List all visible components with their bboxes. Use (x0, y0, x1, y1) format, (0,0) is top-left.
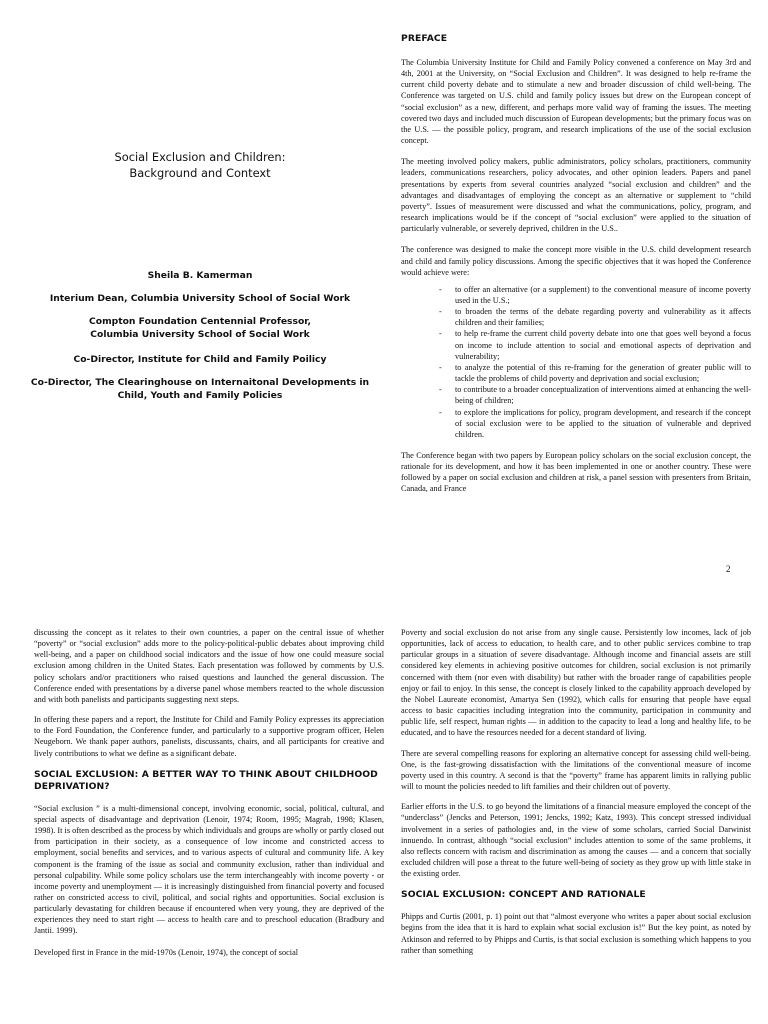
bullet-marker: - (439, 329, 442, 339)
preface-paragraph-4: The Conference began with two papers by European policy scholars on the social exclusion concept, the rationale for its development, and how it has been implemented in one or another country. These were followed by a paper on social exclusion and children at risk, a panel session with presenters from Britain, Canada, and France (401, 451, 751, 494)
continuation-page (401, 627, 751, 1024)
title-page (20, 150, 380, 402)
page-number: 2 (726, 564, 731, 574)
preface-paragraph-1: The Columbia University Institute for Child and Family Policy convened a conference on May 3rd and 4th, 2001 at the University, on “Social Exclusion and Children”. It was designed to help re-frame the current child poverty debate and to stimulate a new and broader discussion of child well-being. The Conference was targeted on U.S. child and family policy issues but drew on the European concept of “social exclusion” as a new, different, and perhaps more valid way of framing the issues. The meeting covered two days and included much discussion of European developments; but the primary focus was on the U.S. — the possible policy, program, and research implications of the use of the social exclusion concept. (401, 58, 751, 146)
affiliation-dean: Interium Dean, Columbia University School of Social Work (49, 293, 351, 304)
affiliation-clearinghouse (20, 376, 380, 402)
affiliation-professor-line-1: Compton Foundation Centennial Professor, (89, 316, 311, 327)
affiliation-professor-line-2: Columbia University School of Social Work (90, 329, 310, 340)
affiliation-clearinghouse-line-1: Co-Director, The Clearinghouse on Internaitonal Developments in (30, 377, 370, 388)
bullet-marker: - (439, 307, 442, 317)
bullet-marker: - (439, 362, 442, 372)
document-title (20, 150, 380, 181)
list-item-text: to contribute to a broader conceptualization of interventions aimed at enhancing the well-being of children; (455, 385, 751, 406)
preface-paragraph-3: The conference was designed to make the concept more visible in the U.S. child development research and child and family policy discussions. Among the specific objectives that it was hoped the Conference would achieve were: (401, 245, 751, 277)
body-paragraph-3: “Social exclusion ” is a multi-dimensional concept, involving economic, social, political, cultural, and special aspects of disadvantage and deprivation (Lenoir, 1974; Room, 1995; Magrab, 1998; Klasen, 1998). It is often described as the process by which individuals and groups are wholly or partly closed out from participation in their society, as a consequence of low income and constricted access to employment, social benefits and services, and to various aspects of cultural and community life. A key component is the framing of the issue as social and community exclusion, rather than individual and personal culpability. While some policy scholars use the term interchangeably with income poverty - or income poverty and unemployment — it is increasingly distinguished from financial poverty and focused rather on constricted access to civil, political, and social rights and opportunities. Social exclusion is particularly devastating for children because if encountered when very young, they are deprived of the experiences they need to start right — access to health care and to preschool education (Bradbury and Jantii. 1999). (34, 803, 384, 936)
affiliation-professor (20, 315, 380, 341)
list-item (401, 407, 751, 440)
bullet-marker: - (439, 284, 442, 294)
objectives-list (401, 284, 751, 440)
body-paragraph-2: In offering these papers and a report, the Institute for Child and Family Policy expresses its appreciation to the Ford Foundation, the Conference funder, and particularly to a supportive program officer, Helen Neugeborn. We thank paper authors, panelists, discussants, chairs, and all participants for creative and lively contributions to what we define as a significant debate. (34, 715, 384, 758)
list-item-text: to analyze the potential of this re-framing for the generation of greater public will to tackle the problems of child poverty and deprivation and social exclusion; (455, 362, 751, 384)
affiliation-institute: Co-Director, Institute for Child and Family Poilicy (73, 354, 327, 365)
list-item-text: to broaden the terms of the debate regarding poverty and vulnerability as it affects children and their families; (455, 307, 751, 328)
preface-page (401, 33, 751, 568)
continuation-page (34, 627, 384, 1024)
body-paragraph-4: Phipps and Curtis (2001, p. 1) point out that “almost everyone who writes a paper about social exclusion begins from the idea that it is hard to explain what social exclusion is!” But the key point, as noted by Atkinson and referred to by Phipps and Curtis, is that social exclusion is something which happens to you rather than something (401, 912, 751, 955)
list-item (401, 328, 751, 361)
body-paragraph-1: discussing the concept as it relates to their own countries, a paper on the central issue of whether “poverty” or “social exclusion” adds more to the policy-political-public debates about improving child well-being, and a paper on childhood social indicators and the issue of how one could measure social exclusion among children in the United States. Each presentation was followed by comments by U.S. policy scholars and/or practitioners who raised questions and launched the general discussion. The Conference ended with presentations by a diverse panel whose members reacted to the whole discussion and with both panelists and participants suggesting next steps. (34, 628, 384, 704)
list-item-text: to explore the implications for policy, program development, and research if the concept of social exclusion were to be applied to the situation of vulnerable and deprived children. (455, 407, 751, 439)
body-paragraph-1: Poverty and social exclusion do not arise from any single cause. Persistently low incomes, lack of job opportunities, lack of access to education, to health care, and to other public services combine to trap particular groups in a situation of severe disadvantage. Although income and financial assets are still considered key elements in achieving positive outcomes for children, social exclusion is not primarily concerned with them (nor even with disability) but rather with the broader range of capabilities people enjoy or fail to enjoy. In this sense, the concept is closely linked to the capability approach developed by the Nobel Laureate economist, Amartya Sen (1992), which calls for ensuring that people have equal access to basic capacities including integration into the community, participation in community and public life, self respect, human rights — in addition to the capacity to lead a long and healthy life, to be educated, and to have the resources needed for a decent standard of living. (401, 628, 751, 738)
list-item (401, 362, 751, 384)
preface-paragraph-2: The meeting involved policy makers, public administrators, policy scholars, practitioners, community leaders, communications researchers, policy advocates, and other opinion leaders. Papers and panel presentations by experts from several countries analyzed “social exclusion and children” and the advantages and disadvantages of employing the concept as an alternative or supplement to “child poverty”. Issues of measurement were discussed and what the communications, policy, program, and research implications would be if the concept of “social exclusion” were applied to the situation of particularly vulnerable, or severely deprived, children in the U.S.. (401, 157, 751, 234)
section-heading: SOCIAL EXCLUSION: A BETTER WAY TO THINK ABOUT CHILDHOOD DEPRIVATION? (34, 768, 378, 792)
list-item (401, 284, 751, 306)
body-paragraph-4: Developed first in France in the mid-1970s (Lenoir, 1974), the concept of social (34, 947, 299, 957)
list-item-text: to help re-frame the current child poverty debate into one that goes well beyond a focus on income to include attention to social and emotional aspects of deprivation and vulnerability; (455, 329, 751, 361)
author-name: Sheila B. Kamerman (147, 270, 253, 281)
title-line-2: Background and Context (129, 165, 271, 180)
preface-heading: PREFACE (401, 33, 448, 44)
bullet-marker: - (439, 385, 442, 395)
title-line-1: Social Exclusion and Children: (114, 150, 286, 164)
list-item (401, 384, 751, 406)
body-paragraph-3: Earlier efforts in the U.S. to go beyond the limitations of a financial measure employed the concept of the “underclass” (Jencks and Peterson, 1991; Jencks, 1992; Katz, 1993). This concept stressed individual involvement in a series of pathologies and, in the view of some scholars, carried Social Darwinist innuendo. In contrast, although “social exclusion” includes attention to some of the same problems, it also reflects concern with racism and discrimination as among the causes — and a concern that socially excluded children will pose a threat to the future well-being of society as they grow up with little stake in the existing order. (401, 802, 751, 879)
body-paragraph-2: There are several compelling reasons for exploring an alternative concept for assessing child well-being. One, is the fast-growing dissatisfaction with the limitations of the conventional measure of income poverty used in this country. A second is that the “poverty” frame has apparent limits in rallying public will to mount the policies needed to lift families and their children out of poverty. (401, 748, 751, 792)
list-item (401, 306, 751, 328)
bullet-marker: - (439, 407, 442, 417)
list-item-text: to offer an alternative (or a supplement) to the conventional measure of income poverty used in the U.S.; (455, 284, 751, 305)
section-heading: SOCIAL EXCLUSION: CONCEPT AND RATIONALE (401, 889, 646, 901)
affiliation-clearinghouse-line-2: Child, Youth and Family Policies (117, 390, 283, 401)
